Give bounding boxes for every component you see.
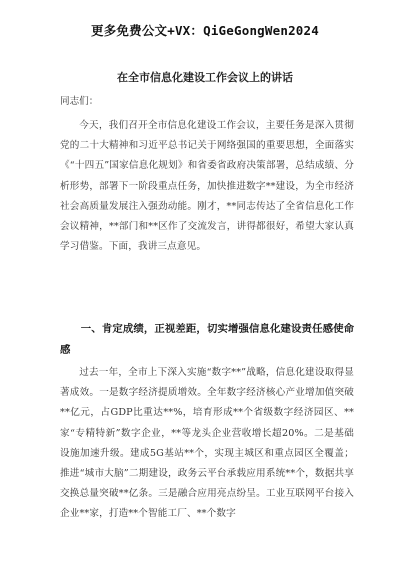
body-paragraph: 过去一年，全市上下深入实施“数字**”战略，信息化建设取得显著成效。一是数字经济提质增效。全年数字经济核心产业增加值突破**亿元，占GDP比重达**%，培育形成**个省级数字经济园区、**家“专精特新”数字企业，**等龙头企业营收增长超20%。二是基础设施加速升级。建成5G基站**个，实现主城区和重点园区全覆盖；推进“城市大脑”二期建设，政务云平台承载应用系统**个，数据共享交换总量突破**亿条。三是融合应用亮点纷呈。工业互联网平台接入企业**家，打造**个智能工厂、**个数字 bbox=[60, 367, 354, 520]
section-heading: 一、肯定成绩，正视差距，切实增强信息化建设责任感使命感 bbox=[60, 323, 354, 356]
opening-paragraph: 今天，我们召开全市信息化建设工作会议，主要任务是深入贯彻党的二十大精神和习近平总书记关于网络强国的重要思想，全面落实《“十四五”国家信息化规划》和省委省政府决策部署，总结成绩、分析形势，部署下一阶段重点任务，加快推进数字**建设，为全市经济社会高质量发展注入强劲动能。刚才，**同志传达了全省信息化工作会议精神，**部门和**区作了交流发言，讲得都很好，希望大家认真学习借鉴。下面，我讲三点意见。 bbox=[60, 120, 354, 253]
promo-banner: 更多免费公文+VX：QiGeGongWen2024 bbox=[91, 23, 319, 38]
salutation: 同志们： bbox=[60, 96, 99, 107]
document-title: 在全市信息化建设工作会议上的讲话 bbox=[117, 71, 293, 84]
